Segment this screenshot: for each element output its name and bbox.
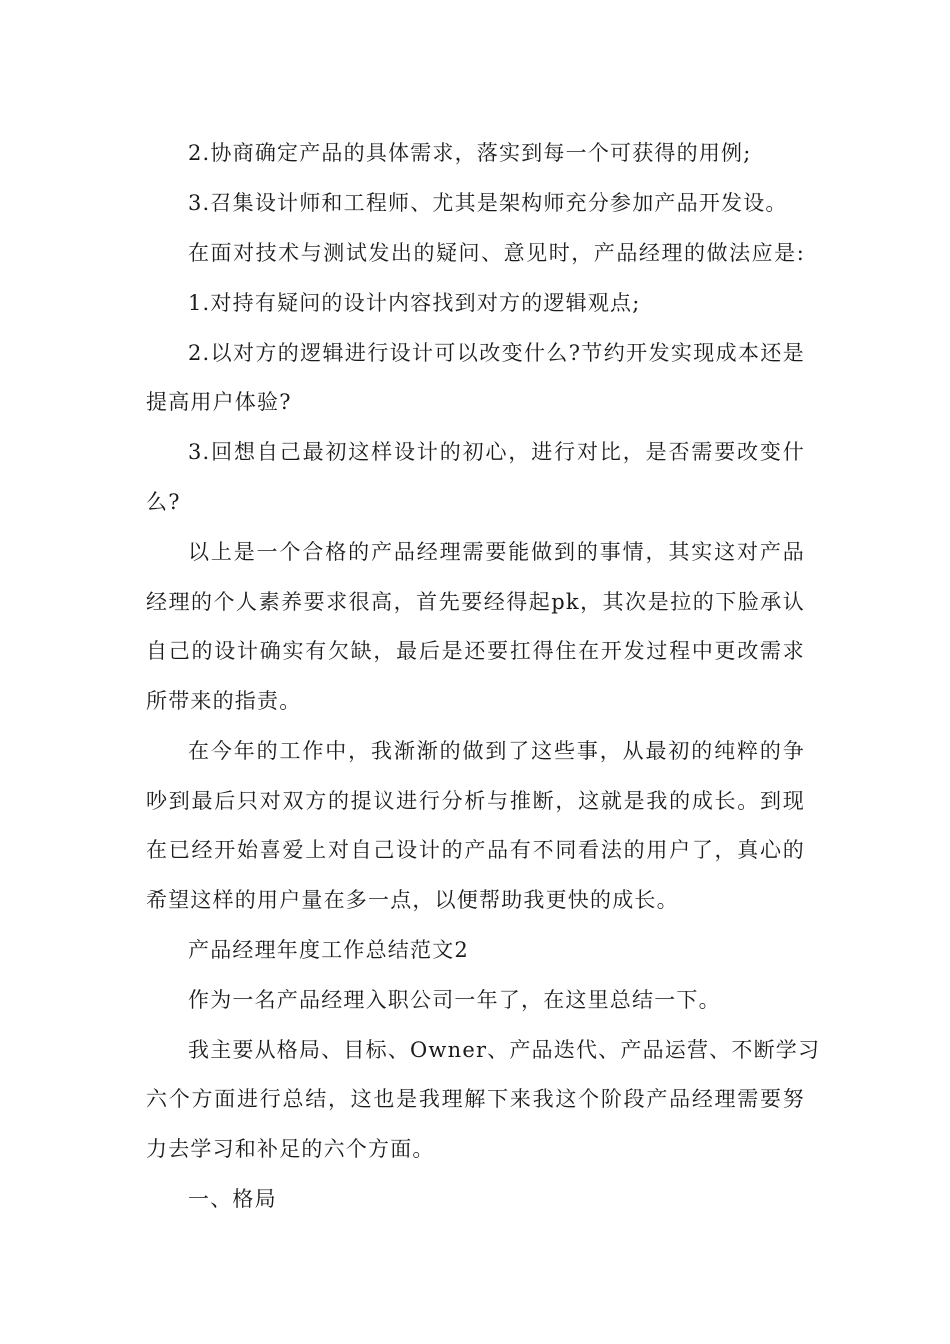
paragraph-line: 在已经开始喜爱上对自己设计的产品有不同看法的用户了，真心的 bbox=[146, 838, 805, 862]
paragraph-intro: 在面对技术与测试发出的疑问、意见时，产品经理的做法应是: bbox=[188, 241, 805, 265]
paragraph-line: 自己的设计确实有欠缺，最后是还要扛得住在开发过程中更改需求 bbox=[146, 639, 805, 663]
paragraph-line: 以上是一个合格的产品经理需要能做到的事情，其实这对产品 bbox=[188, 540, 805, 564]
section-heading: 产品经理年度工作总结范文2 bbox=[188, 938, 469, 962]
list-item-3: 3.召集设计师和工程师、尤其是架构师充分参加产品开发设。 bbox=[188, 191, 788, 215]
list-item-2-line-2: 提高用户体验? bbox=[146, 390, 292, 414]
paragraph-line: 吵到最后只对双方的提议进行分析与推断，这就是我的成长。到现 bbox=[146, 789, 805, 813]
list-item-3-line-1: 3.回想自己最初这样设计的初心，进行对比，是否需要改变什 bbox=[188, 440, 805, 464]
paragraph-line: 经理的个人素养要求很高，首先要经得起pk，其次是拉的下脸承认 bbox=[146, 590, 805, 614]
paragraph-line: 我主要从格局、目标、Owner、产品迭代、产品运营、不断学习 bbox=[188, 1038, 821, 1062]
paragraph-line: 六个方面进行总结，这也是我理解下来我这个阶段产品经理需要努 bbox=[146, 1087, 805, 1111]
list-item-2-line-1: 2.以对方的逻辑进行设计可以改变什么?节约开发实现成本还是 bbox=[188, 341, 805, 365]
list-item-2: 2.协商确定产品的具体需求，落实到每一个可获得的用例; bbox=[188, 141, 752, 165]
subsection-heading: 一、格局 bbox=[188, 1187, 277, 1211]
paragraph-line: 所带来的指责。 bbox=[146, 689, 302, 713]
paragraph-line: 希望这样的用户量在多一点，以便帮助我更快的成长。 bbox=[146, 888, 679, 912]
paragraph-line: 作为一名产品经理入职公司一年了，在这里总结一下。 bbox=[188, 988, 721, 1012]
paragraph-line: 在今年的工作中，我渐渐的做到了这些事，从最初的纯粹的争 bbox=[188, 739, 805, 763]
paragraph-line: 力去学习和补足的六个方面。 bbox=[146, 1137, 435, 1161]
list-item-1: 1.对持有疑问的设计内容找到对方的逻辑观点; bbox=[188, 291, 641, 315]
list-item-3-line-2: 么? bbox=[146, 490, 181, 514]
